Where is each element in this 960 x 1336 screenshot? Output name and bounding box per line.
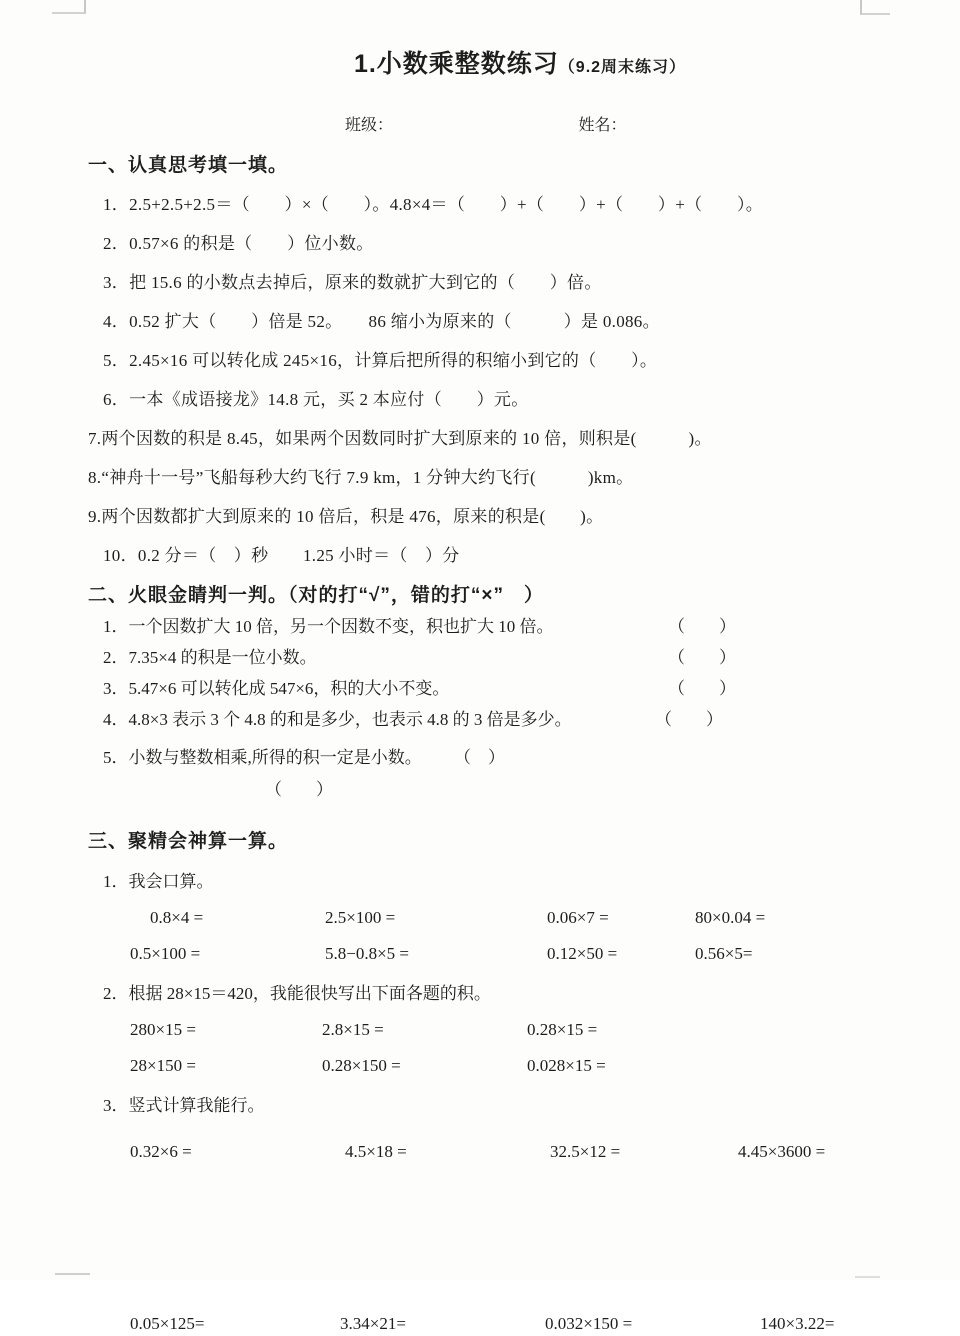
question-1-3: 3．把 15.6 的小数点去掉后，原来的数就扩大到它的（ ）倍。 [103, 273, 602, 292]
question-1-2: 2．0.57×6 的积是（ ）位小数。 [103, 234, 374, 253]
crop-mark-bottom-left [55, 1273, 90, 1275]
calc-item: 0.32×6 = [130, 1142, 192, 1161]
crop-mark-top-right [860, 0, 890, 15]
answer-bracket: （ ） [668, 617, 736, 636]
title-main: 1.小数乘整数练习 [353, 50, 559, 78]
section2-heading: 二、火眼金睛判一判。（对的打“√”，错的打“×” ） [88, 585, 545, 606]
derive-calc-label: 2．根据 28×15＝420，我能很快写出下面各题的积。 [103, 984, 491, 1003]
oral-calc-row-1 [0, 906, 960, 930]
calc-item: 0.28×150 = [322, 1056, 401, 1075]
answer-bracket: （ ） [668, 679, 736, 698]
calc-item: 0.05×125= [130, 1314, 205, 1333]
question-1-8: 8.“神舟十一号”飞船每秒大约飞行 7.9 km，1 分钟大约飞行( )km。 [88, 468, 634, 487]
oral-calc-label: 1．我会口算。 [103, 872, 214, 891]
answer-bracket: （ ） [655, 710, 723, 729]
judge-text: 4．4.8×3 表示 3 个 4.8 的和是多少，也表示 4.8 的 3 倍是多少。 [103, 710, 572, 729]
calc-item: 80×0.04 = [695, 908, 766, 927]
judge-item-5 [0, 746, 960, 770]
vertical-calc-label: 3．竖式计算我能行。 [103, 1096, 265, 1115]
name-field-label: 姓名： [578, 117, 627, 134]
crop-mark-bottom-right [855, 1276, 880, 1278]
calc-item: 140×3.22= [760, 1314, 835, 1333]
judge-text: 5．小数与整数相乘,所得的积一定是小数。 [103, 748, 422, 767]
class-field-label: 班级： [345, 117, 394, 134]
answer-bracket: （ ） [668, 648, 736, 667]
section1-heading: 一、认真思考填一填。 [88, 155, 289, 176]
judge-item-3 [0, 677, 960, 701]
calc-item: 0.5×100 = [130, 944, 201, 963]
calc-item: 4.5×18 = [345, 1142, 407, 1161]
calc-item: 2.8×15 = [322, 1020, 384, 1039]
answer-bracket: （ ） [454, 748, 505, 767]
question-1-7: 7.两个因数的积是 8.45，如果两个因数同时扩大到原来的 10 倍，则积是( )。 [88, 429, 712, 448]
calc-item: 4.45×3600 = [738, 1142, 826, 1161]
page-title [0, 0, 960, 80]
calc-item: 3.34×21= [340, 1314, 406, 1333]
judge-item-2 [0, 646, 960, 670]
derive-calc-row-2 [0, 1054, 960, 1078]
judge-text: 2．7.35×4 的积是一位小数。 [103, 648, 317, 667]
question-1-9: 9.两个因数都扩大到原来的 10 倍后，积是 476，原来的积是( )。 [88, 507, 604, 526]
judge-item-1 [0, 615, 960, 639]
calc-item: 2.5×100 = [325, 908, 396, 927]
calc-item: 0.12×50 = [547, 944, 618, 963]
title-subtitle: （9.2周末练习） [558, 59, 687, 76]
judge-text: 3．5.47×6 可以转化成 547×6，积的大小不变。 [103, 679, 450, 698]
calc-item: 28×150 = [130, 1056, 196, 1075]
vertical-calc-row-1 [0, 1140, 960, 1164]
crop-mark-top-left [52, 0, 86, 14]
calc-item: 0.8×4 = [150, 908, 204, 927]
section3-heading: 三、聚精会神算一算。 [88, 831, 289, 852]
question-1-6: 6．一本《成语接龙》14.8 元，买 2 本应付（ ）元。 [103, 390, 529, 409]
calc-item: 280×15 = [130, 1020, 196, 1039]
judge-text: 1．一个因数扩大 10 倍，另一个因数不变，积也扩大 10 倍。 [103, 617, 554, 636]
calc-item: 0.032×150 = [545, 1314, 633, 1333]
calc-item: 5.8−0.8×5 = [325, 944, 410, 963]
calc-item: 0.28×15 = [527, 1020, 598, 1039]
calc-item: 0.028×15 = [527, 1056, 606, 1075]
question-1-1: 1．2.5+2.5+2.5＝（ ）×（ ）。4.8×4＝（ ）+（ ）+（ ）+（ ）。 [103, 195, 764, 214]
calc-item: 0.56×5= [695, 944, 753, 963]
vertical-calc-row-2 [0, 1312, 960, 1336]
question-1-5: 5．2.45×16 可以转化成 245×16，计算后把所得的积缩小到它的（ ）。 [103, 351, 658, 370]
identity-line [0, 114, 960, 138]
judge-item-4 [0, 708, 960, 732]
derive-calc-row-1 [0, 1018, 960, 1042]
calc-item: 32.5×12 = [550, 1142, 621, 1161]
extra-answer-bracket: （ ） [265, 780, 333, 799]
question-1-10: 10．0.2 分＝（ ）秒 1.25 小时＝（ ）分 [103, 546, 460, 565]
question-1-4: 4．0.52 扩大（ ）倍是 52。 86 缩小为原来的（ ）是 0.086。 [103, 312, 660, 331]
oral-calc-row-2 [0, 942, 960, 966]
calc-item: 0.06×7 = [547, 908, 609, 927]
